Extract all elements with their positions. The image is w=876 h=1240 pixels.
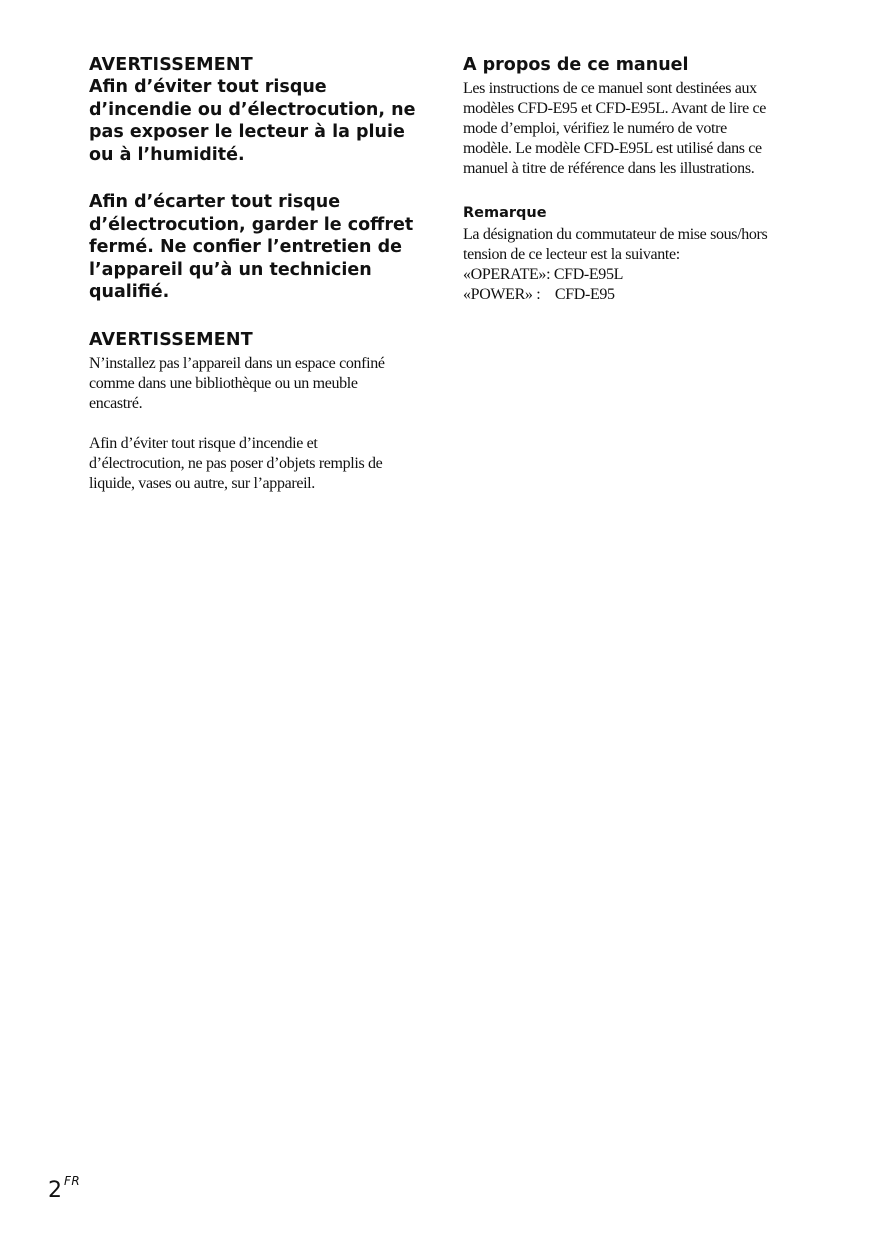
text-line: N’installez pas l’appareil dans un espace confiné (89, 354, 385, 372)
text-line: Afin d’éviter tout risque (89, 77, 327, 97)
text-line: liquide, vases ou autre, sur l’appareil. (89, 474, 315, 492)
text-line: comme dans une bibliothèque ou un meuble (89, 374, 358, 392)
text-line: d’incendie ou d’électrocution, ne (89, 99, 416, 120)
left-column (89, 54, 434, 494)
text-line: modèle. Le modèle CFD-E95L est utilisé dans ce (463, 140, 762, 157)
text-line: fermé. Ne confier l’entretien de (89, 237, 403, 257)
warning-heading: AVERTISSEMENT (89, 329, 253, 350)
text-line: Afin d’écarter tout risque (89, 192, 341, 212)
text-line: «OPERATE»: CFD-E95L (463, 266, 624, 283)
text-line: ou à l’humidité. (89, 144, 245, 165)
text-line: «POWER» : CFD-E95 (463, 286, 615, 303)
note-heading: Remarque (463, 205, 547, 221)
text-line: qualifié. (89, 282, 170, 302)
page-language-suffix: FR (64, 1174, 81, 1188)
note-paragraph (463, 225, 808, 305)
shock-enclosure-warning (89, 191, 434, 304)
liquid-paragraph (89, 434, 434, 494)
page-number-value: 2 (48, 1178, 62, 1203)
installation-paragraph (89, 354, 434, 414)
fire-shock-warning (89, 76, 434, 166)
text-line: encastré. (89, 394, 143, 412)
about-manual-paragraph (463, 79, 808, 179)
text-line: Les instructions de ce manuel sont destinées aux (463, 80, 757, 97)
text-line: tension de ce lecteur est la suivante: (463, 246, 680, 263)
about-manual-heading: A propos de ce manuel (463, 55, 689, 75)
text-line: d’électrocution, ne pas poser d’objets remplis de (89, 454, 383, 472)
text-line: modèles CFD-E95 et CFD-E95L. Avant de lire ce (463, 100, 767, 117)
text-line: manuel à titre de référence dans les illustrations. (463, 160, 755, 177)
text-line: pas exposer le lecteur à la pluie (89, 122, 405, 142)
right-column (463, 54, 808, 305)
text-line: Afin d’éviter tout risque d’incendie et (89, 434, 318, 452)
text-line: mode d’emploi, vérifiez le numéro de votre (463, 120, 727, 137)
text-line: d’électrocution, garder le coffret (89, 214, 414, 235)
text-line: La désignation du commutateur de mise sous/hors (463, 226, 768, 243)
page-number (48, 1166, 80, 1206)
warning-heading: AVERTISSEMENT (89, 55, 253, 75)
text-line: l’appareil qu’à un technicien (89, 259, 372, 280)
